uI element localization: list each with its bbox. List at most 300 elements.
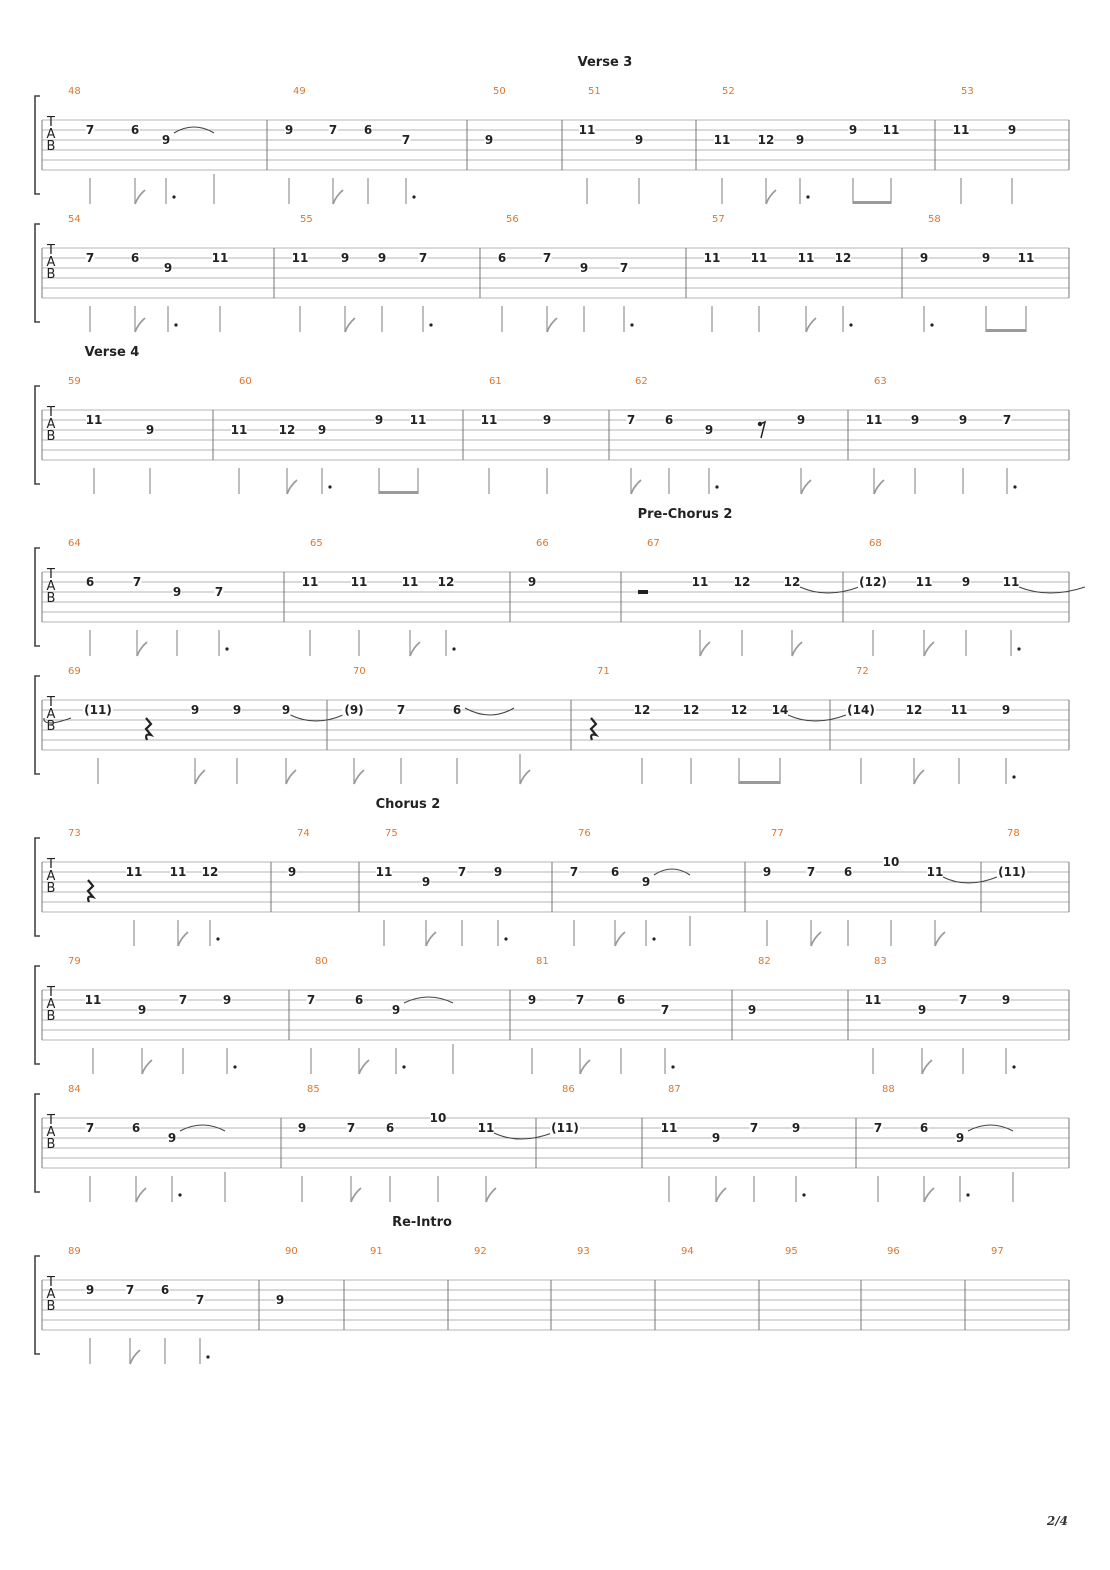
- measure-number: 58: [928, 214, 941, 225]
- section-title: Verse 4: [84, 345, 140, 360]
- duration-dot: [504, 937, 507, 940]
- measure-number: 66: [536, 538, 549, 549]
- measure-number: 79: [68, 956, 81, 967]
- fret-number: 6: [354, 993, 364, 1007]
- fret-number: 7: [85, 251, 95, 265]
- tab-clef-letter: A: [46, 1125, 56, 1140]
- measure-number: 68: [869, 538, 882, 549]
- tab-system: [35, 214, 1069, 332]
- measure-number: 71: [597, 666, 610, 677]
- measure-number: 63: [874, 376, 887, 387]
- system-bracket: [35, 386, 40, 484]
- measure-number: 56: [506, 214, 519, 225]
- fret-number: 9: [910, 413, 920, 427]
- tab-clef-letter: T: [47, 695, 55, 710]
- note-beam: [853, 201, 891, 204]
- measure-number: 51: [588, 86, 601, 97]
- note-flag: [287, 480, 297, 494]
- fret-number: 11: [882, 123, 900, 137]
- measure-number: 87: [668, 1084, 681, 1095]
- fret-number: 9: [222, 993, 232, 1007]
- fret-number: 9: [145, 423, 155, 437]
- note-flag: [716, 1188, 726, 1202]
- fret-number: 9: [961, 575, 971, 589]
- duration-dot: [412, 195, 415, 198]
- measure-number: 92: [474, 1246, 487, 1257]
- fret-number: 6: [363, 123, 373, 137]
- tab-system: [35, 1215, 1069, 1364]
- measure-number: 80: [315, 956, 328, 967]
- fret-number: 9: [493, 865, 503, 879]
- quarter-rest: [146, 718, 151, 740]
- duration-dot: [966, 1193, 969, 1196]
- note-flag: [922, 1060, 932, 1074]
- measure-number: 62: [635, 376, 648, 387]
- fret-number: 9: [284, 123, 294, 137]
- note-flag: [137, 642, 147, 656]
- fret-number: 6: [131, 1121, 141, 1135]
- quarter-rest: [591, 718, 596, 740]
- duration-dot: [671, 1065, 674, 1068]
- note-flag: [580, 1060, 590, 1074]
- fret-number: 7: [626, 413, 636, 427]
- tab-system: [35, 956, 1069, 1074]
- duration-dot: [429, 323, 432, 326]
- measure-number: 83: [874, 956, 887, 967]
- tab-clef-letter: B: [46, 1299, 56, 1314]
- fret-number: 9: [340, 251, 350, 265]
- system-bracket: [35, 676, 40, 774]
- measure-number: 75: [385, 828, 398, 839]
- tab-clef-letter: T: [47, 405, 55, 420]
- measure-number: 97: [991, 1246, 1004, 1257]
- section-title: Re-Intro: [392, 1215, 452, 1230]
- system-bracket: [35, 1256, 40, 1354]
- fret-number: 12: [633, 703, 651, 717]
- duration-dot: [225, 647, 228, 650]
- measure-number: 53: [961, 86, 974, 97]
- fret-number: 11: [1017, 251, 1035, 265]
- note-flag: [286, 770, 296, 784]
- note-flag: [801, 480, 811, 494]
- note-beam: [379, 491, 418, 494]
- fret-number: 7: [749, 1121, 759, 1135]
- tie-arc: [465, 708, 514, 715]
- measure-number: 55: [300, 214, 313, 225]
- fret-number: 9: [711, 1131, 721, 1145]
- note-flag: [426, 932, 436, 946]
- fret-number: 6: [130, 251, 140, 265]
- fret-number: 11: [477, 1121, 495, 1135]
- fret-number: 7: [346, 1121, 356, 1135]
- fret-number: 7: [214, 585, 224, 599]
- fret-number: 9: [287, 865, 297, 879]
- note-flag: [700, 642, 710, 656]
- duration-dot: [328, 485, 331, 488]
- fret-number: 11: [125, 865, 143, 879]
- fret-number: 11: [660, 1121, 678, 1135]
- measure-number: 76: [578, 828, 591, 839]
- fret-number: 9: [955, 1131, 965, 1145]
- fret-number: 9: [484, 133, 494, 147]
- fret-number: 6: [452, 703, 462, 717]
- measure-number: 94: [681, 1246, 694, 1257]
- tab-system: [35, 507, 1085, 656]
- duration-dot: [216, 937, 219, 940]
- note-flag: [811, 932, 821, 946]
- fret-number: 9: [527, 575, 537, 589]
- fret-number: 12: [757, 133, 775, 147]
- fret-number: 9: [232, 703, 242, 717]
- tab-clef-letter: A: [46, 997, 56, 1012]
- fret-number: 7: [958, 993, 968, 1007]
- note-flag: [410, 642, 420, 656]
- tab-clef-letter: T: [47, 243, 55, 258]
- duration-dot: [802, 1193, 805, 1196]
- measure-number: 65: [310, 538, 323, 549]
- note-flag: [924, 642, 934, 656]
- fret-number: 6: [85, 575, 95, 589]
- measure-number: 54: [68, 214, 81, 225]
- fret-number: 9: [377, 251, 387, 265]
- measure-number: 81: [536, 956, 549, 967]
- note-flag: [195, 770, 205, 784]
- measure-number: 67: [647, 538, 660, 549]
- measure-number: 49: [293, 86, 306, 97]
- note-flag: [520, 770, 530, 784]
- fret-number: 9: [1001, 993, 1011, 1007]
- tab-clef-letter: B: [46, 267, 56, 282]
- page-number: 2/4: [1046, 1514, 1068, 1528]
- tab-clef-letter: A: [46, 417, 56, 432]
- fret-number: 9: [281, 703, 291, 717]
- fret-number: 9: [190, 703, 200, 717]
- tab-clef-letter: A: [46, 1287, 56, 1302]
- note-flag: [354, 770, 364, 784]
- fret-number: 9: [791, 1121, 801, 1135]
- fret-number: 6: [385, 1121, 395, 1135]
- note-flag: [135, 190, 145, 204]
- tab-clef-letter: T: [47, 985, 55, 1000]
- fret-number: 6: [919, 1121, 929, 1135]
- fret-number: 11: [85, 413, 103, 427]
- duration-dot: [452, 647, 455, 650]
- system-bracket: [35, 224, 40, 322]
- duration-dot: [630, 323, 633, 326]
- measure-number: 57: [712, 214, 725, 225]
- tab-system: [35, 345, 1069, 494]
- duration-dot: [206, 1355, 209, 1358]
- fret-number: 6: [160, 1283, 170, 1297]
- fret-number: 9: [958, 413, 968, 427]
- fret-number: 11: [84, 993, 102, 1007]
- fret-number: 7: [125, 1283, 135, 1297]
- fret-number: 9: [762, 865, 772, 879]
- fret-number: 6: [664, 413, 674, 427]
- measure-number: 86: [562, 1084, 575, 1095]
- measure-number: 88: [882, 1084, 895, 1095]
- note-flag: [806, 318, 816, 332]
- tab-clef-letter: A: [46, 707, 56, 722]
- fret-number: 6: [610, 865, 620, 879]
- tab-clef-letter: B: [46, 719, 56, 734]
- fret-number: 9: [167, 1131, 177, 1145]
- section-title: Verse 3: [577, 55, 633, 70]
- note-flag: [136, 1188, 146, 1202]
- measure-number: 89: [68, 1246, 81, 1257]
- fret-number: (14): [847, 703, 875, 717]
- system-bracket: [35, 966, 40, 1064]
- duration-dot: [402, 1065, 405, 1068]
- fret-number: 9: [161, 133, 171, 147]
- fret-number: 12: [783, 575, 801, 589]
- note-flag: [333, 190, 343, 204]
- fret-number: 7: [401, 133, 411, 147]
- half-rest: [638, 590, 648, 594]
- note-beam: [739, 781, 780, 784]
- fret-number: 7: [178, 993, 188, 1007]
- note-flag: [631, 480, 641, 494]
- fret-number: 11: [713, 133, 731, 147]
- fret-number: 11: [480, 413, 498, 427]
- fret-number: 11: [915, 575, 933, 589]
- tab-clef-letter: T: [47, 1275, 55, 1290]
- fret-number: 9: [317, 423, 327, 437]
- fret-number: 9: [796, 413, 806, 427]
- tab-clef-letter: T: [47, 115, 55, 130]
- note-flag: [142, 1060, 152, 1074]
- tab-clef-letter: B: [46, 591, 56, 606]
- fret-number: 9: [421, 875, 431, 889]
- fret-number: 9: [795, 133, 805, 147]
- fret-number: 10: [429, 1111, 447, 1125]
- tab-clef-letter: T: [47, 1113, 55, 1128]
- fret-number: 12: [437, 575, 455, 589]
- measure-number: 78: [1007, 828, 1020, 839]
- fret-number: 9: [579, 261, 589, 275]
- measure-number: 59: [68, 376, 81, 387]
- measure-number: 95: [785, 1246, 798, 1257]
- fret-number: 7: [85, 123, 95, 137]
- note-flag: [914, 770, 924, 784]
- note-flag: [766, 190, 776, 204]
- fret-number: 12: [278, 423, 296, 437]
- fret-number: 9: [919, 251, 929, 265]
- system-bracket: [35, 96, 40, 194]
- fret-number: 9: [704, 423, 714, 437]
- duration-dot: [806, 195, 809, 198]
- system-bracket: [35, 548, 40, 646]
- fret-number: 11: [578, 123, 596, 137]
- tab-system: [35, 797, 1069, 946]
- measure-number: 90: [285, 1246, 298, 1257]
- fret-number: 9: [634, 133, 644, 147]
- fret-number: (12): [859, 575, 887, 589]
- fret-number: 11: [797, 251, 815, 265]
- duration-dot: [1012, 775, 1015, 778]
- fret-number: 7: [85, 1121, 95, 1135]
- duration-dot: [715, 485, 718, 488]
- fret-number: 11: [703, 251, 721, 265]
- fret-number: 7: [619, 261, 629, 275]
- note-flag: [178, 932, 188, 946]
- tab-system: [35, 1084, 1069, 1202]
- note-flag: [486, 1188, 496, 1202]
- fret-number: 12: [682, 703, 700, 717]
- fret-number: 7: [575, 993, 585, 1007]
- fret-number: 12: [905, 703, 923, 717]
- fret-number: 11: [409, 413, 427, 427]
- fret-number: 7: [328, 123, 338, 137]
- measure-number: 91: [370, 1246, 383, 1257]
- tab-system: [35, 55, 1069, 204]
- measure-number: 73: [68, 828, 81, 839]
- fret-number: 12: [733, 575, 751, 589]
- tab-clef-letter: A: [46, 255, 56, 270]
- fret-number: 7: [132, 575, 142, 589]
- fret-number: (11): [551, 1121, 579, 1135]
- measure-number: 82: [758, 956, 771, 967]
- note-flag: [135, 318, 145, 332]
- fret-number: 14: [771, 703, 789, 717]
- fret-number: 11: [926, 865, 944, 879]
- fret-number: 9: [848, 123, 858, 137]
- tab-system: [35, 666, 1069, 784]
- note-flag: [792, 642, 802, 656]
- fret-number: 7: [418, 251, 428, 265]
- measure-number: 48: [68, 86, 81, 97]
- measure-number: 96: [887, 1246, 900, 1257]
- note-flag: [874, 480, 884, 494]
- duration-dot: [652, 937, 655, 940]
- fret-number: 9: [542, 413, 552, 427]
- fret-number: 7: [306, 993, 316, 1007]
- tab-clef-letter: B: [46, 1137, 56, 1152]
- duration-dot: [172, 195, 175, 198]
- fret-number: 12: [730, 703, 748, 717]
- tab-clef-letter: T: [47, 567, 55, 582]
- fret-number: 9: [1007, 123, 1017, 137]
- section-title: Chorus 2: [375, 797, 441, 812]
- fret-number: 12: [834, 251, 852, 265]
- fret-number: 11: [211, 251, 229, 265]
- fret-number: 6: [616, 993, 626, 1007]
- fret-number: 9: [275, 1293, 285, 1307]
- tab-clef-letter: T: [47, 857, 55, 872]
- note-flag: [547, 318, 557, 332]
- note-flag: [359, 1060, 369, 1074]
- fret-number: 9: [641, 875, 651, 889]
- measure-number: 72: [856, 666, 869, 677]
- measure-number: 52: [722, 86, 735, 97]
- fret-number: 9: [297, 1121, 307, 1135]
- tab-clef-letter: A: [46, 127, 56, 142]
- measure-number: 70: [353, 666, 366, 677]
- measure-number: 61: [489, 376, 502, 387]
- note-flag: [924, 1188, 934, 1202]
- fret-number: 7: [660, 1003, 670, 1017]
- fret-number: 9: [137, 1003, 147, 1017]
- fret-number: 9: [527, 993, 537, 1007]
- tab-clef-letter: A: [46, 869, 56, 884]
- fret-number: 9: [981, 251, 991, 265]
- fret-number: 7: [542, 251, 552, 265]
- fret-number: 11: [375, 865, 393, 879]
- fret-number: (9): [344, 703, 364, 717]
- fret-number: 9: [747, 1003, 757, 1017]
- fret-number: 7: [195, 1293, 205, 1307]
- fret-number: 7: [806, 865, 816, 879]
- fret-number: 10: [882, 855, 900, 869]
- section-title: Pre-Chorus 2: [637, 507, 733, 522]
- fret-number: 6: [497, 251, 507, 265]
- measure-number: 84: [68, 1084, 81, 1095]
- duration-dot: [1013, 485, 1016, 488]
- fret-number: 11: [691, 575, 709, 589]
- note-flag: [615, 932, 625, 946]
- fret-number: 11: [230, 423, 248, 437]
- fret-number: 9: [374, 413, 384, 427]
- quarter-rest: [88, 880, 93, 902]
- fret-number: 6: [843, 865, 853, 879]
- note-flag: [130, 1350, 140, 1364]
- system-bracket: [35, 1094, 40, 1192]
- note-flag: [351, 1188, 361, 1202]
- fret-number: 7: [873, 1121, 883, 1135]
- fret-number: 11: [291, 251, 309, 265]
- fret-number: 11: [750, 251, 768, 265]
- tab-clef-letter: B: [46, 429, 56, 444]
- fret-number: 11: [350, 575, 368, 589]
- tab-clef-letter: A: [46, 579, 56, 594]
- duration-dot: [1017, 647, 1020, 650]
- duration-dot: [233, 1065, 236, 1068]
- fret-number: (11): [84, 703, 112, 717]
- fret-number: 9: [917, 1003, 927, 1017]
- tab-clef-letter: B: [46, 139, 56, 154]
- note-flag: [345, 318, 355, 332]
- duration-dot: [174, 323, 177, 326]
- duration-dot: [930, 323, 933, 326]
- fret-number: 7: [1002, 413, 1012, 427]
- tab-clef-letter: B: [46, 881, 56, 896]
- fret-number: 11: [865, 413, 883, 427]
- note-beam: [986, 329, 1026, 332]
- duration-dot: [849, 323, 852, 326]
- fret-number: 9: [172, 585, 182, 599]
- system-bracket: [35, 838, 40, 936]
- fret-number: 6: [130, 123, 140, 137]
- fret-number: 11: [401, 575, 419, 589]
- fret-number: 11: [950, 703, 968, 717]
- tab-clef-letter: B: [46, 1009, 56, 1024]
- note-flag: [935, 932, 945, 946]
- fret-number: 11: [1002, 575, 1020, 589]
- fret-number: 11: [952, 123, 970, 137]
- fret-number: 12: [201, 865, 219, 879]
- measure-number: 69: [68, 666, 81, 677]
- fret-number: (11): [998, 865, 1026, 879]
- fret-number: 11: [301, 575, 319, 589]
- fret-number: 7: [396, 703, 406, 717]
- measure-number: 64: [68, 538, 81, 549]
- measure-number: 93: [577, 1246, 590, 1257]
- fret-number: 7: [457, 865, 467, 879]
- duration-dot: [178, 1193, 181, 1196]
- duration-dot: [1012, 1065, 1015, 1068]
- fret-number: 9: [85, 1283, 95, 1297]
- fret-number: 9: [391, 1003, 401, 1017]
